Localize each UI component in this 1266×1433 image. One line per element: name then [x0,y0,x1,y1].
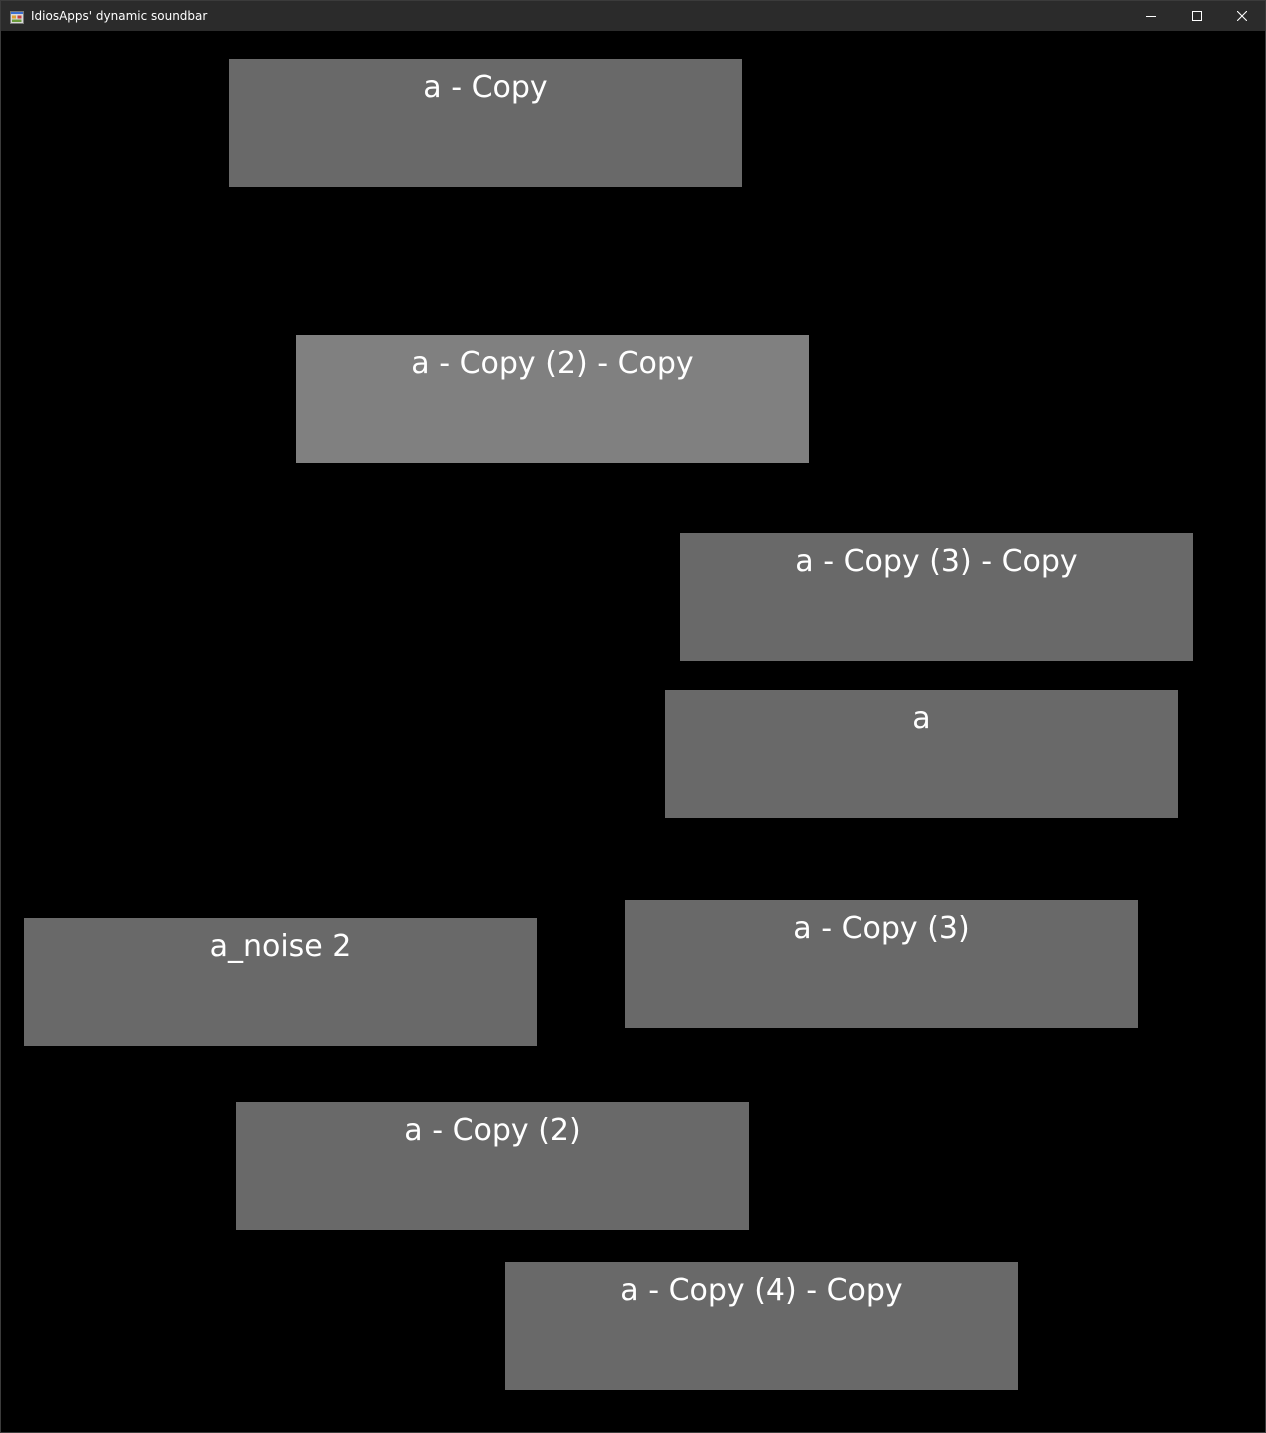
sound-button[interactable] [625,900,1138,1028]
sound-button[interactable] [505,1262,1018,1390]
soundbar-canvas [1,31,1265,1432]
sound-button-label: a - Copy [423,70,548,105]
sound-button-label: a [912,701,931,736]
minimize-icon [1146,11,1156,21]
window-title: IdiosApps' dynamic soundbar [31,9,208,23]
sound-button[interactable] [665,690,1178,818]
sound-button[interactable] [236,1102,749,1230]
sound-button-label: a - Copy (3) [793,911,970,946]
maximize-icon [1192,11,1202,21]
app-form-icon[interactable] [10,9,24,22]
sound-button-label: a - Copy (4) - Copy [620,1273,903,1308]
sound-button-label: a - Copy (3) - Copy [795,544,1078,579]
maximize-button[interactable] [1174,1,1220,31]
close-button[interactable] [1219,1,1265,31]
sound-button[interactable] [24,918,537,1046]
sound-button[interactable] [680,533,1193,661]
minimize-button[interactable] [1128,1,1174,31]
sound-button-label: a - Copy (2) [404,1113,581,1148]
close-icon [1237,11,1247,21]
sound-button[interactable] [229,59,742,187]
sound-button-label: a - Copy (2) - Copy [411,346,694,381]
title-bar[interactable] [1,1,1265,31]
sound-button-label: a_noise 2 [209,929,352,964]
sound-button[interactable] [296,335,809,463]
